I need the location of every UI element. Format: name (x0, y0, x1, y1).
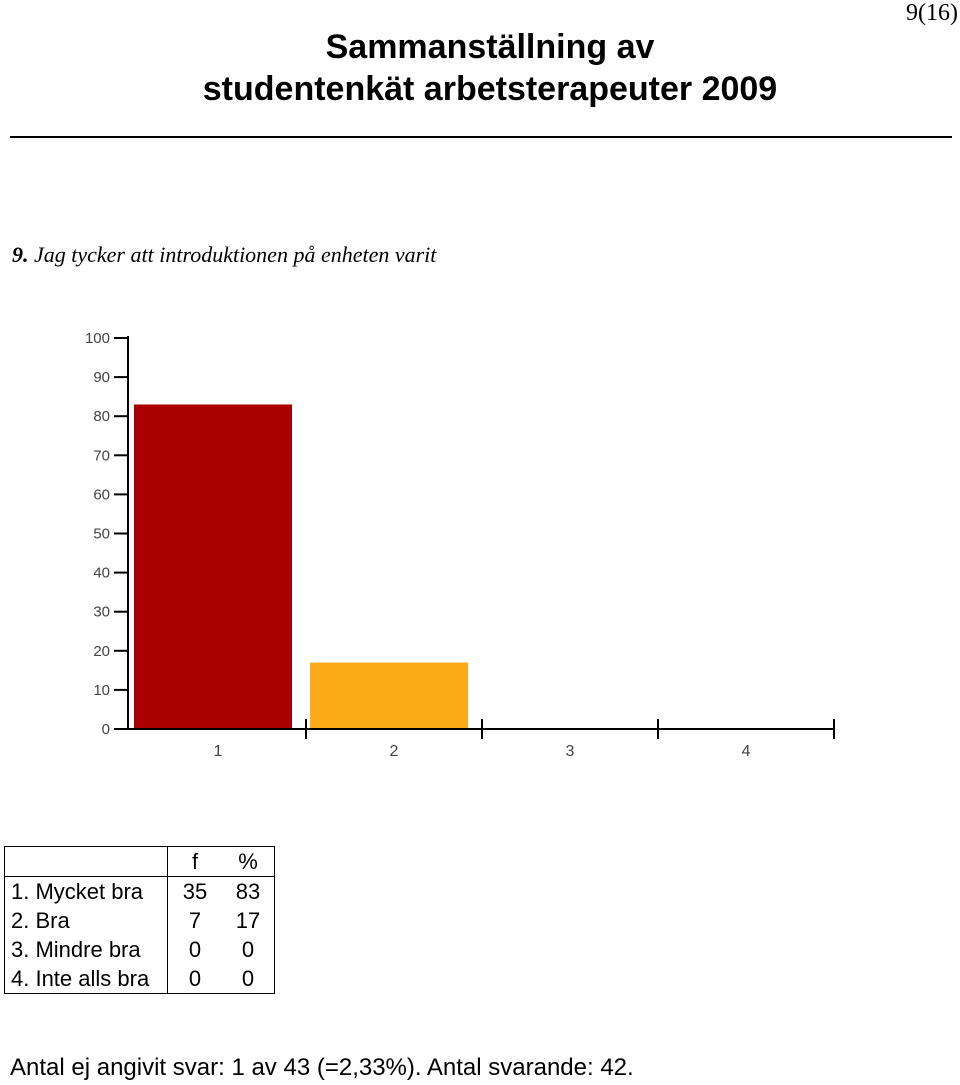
table-row (5, 964, 275, 994)
y-tick-label: 60 (93, 486, 110, 504)
row-label: 1. Mycket bra (5, 877, 168, 907)
x-tick-label: 4 (741, 743, 751, 760)
row-f: 35 (182, 879, 208, 904)
y-tick-label: 100 (84, 330, 110, 347)
row-percent: 17 (222, 906, 275, 935)
y-tick-label: 40 (93, 564, 110, 582)
row-label: 2. Bra (5, 906, 168, 935)
document-title-line-1: Sammanställning av (325, 28, 655, 66)
row-percent: 0 (222, 964, 275, 994)
row-label: 3. Mindre bra (5, 935, 168, 964)
row-f: 0 (168, 964, 223, 994)
y-tick-label: 20 (93, 642, 110, 660)
response-summary: Antal ej angivit svar: 1 av 43 (=2,33%). Antal svarande: 42. (10, 1054, 634, 1081)
table-row (5, 906, 275, 935)
x-tick-label: 1 (213, 743, 223, 760)
table-header-f: f (168, 847, 223, 877)
x-tick-label: 3 (565, 743, 575, 760)
table-header-label (5, 847, 168, 877)
table-header-row (5, 847, 275, 877)
y-tick-label: 70 (93, 447, 110, 465)
row-label: 4. Inte alls bra (5, 964, 168, 994)
question-number: 9. (12, 242, 29, 267)
y-tick-label: 90 (93, 369, 110, 387)
document-title-line-2: studentenkät arbetsterapeuter 2009 (202, 70, 778, 108)
y-tick-label: 10 (93, 681, 110, 699)
results-table (4, 846, 275, 994)
row-percent: 83 (222, 877, 275, 907)
y-tick-label: 30 (93, 603, 110, 621)
bar-2 (310, 663, 468, 729)
question-text: Jag tycker att introduktionen på enheten varit (34, 242, 437, 267)
row-percent: 0 (222, 935, 275, 964)
table-header-percent: % (222, 847, 275, 877)
bar-1 (134, 404, 292, 729)
table-row (5, 877, 275, 907)
x-tick-label: 2 (389, 743, 399, 760)
y-tick-label: 50 (93, 525, 110, 543)
row-f: 7 (188, 908, 202, 933)
row-f: 0 (188, 937, 202, 962)
page-number: 9(16) (906, 0, 958, 26)
y-tick-label: 80 (93, 408, 110, 426)
y-tick-label: 0 (101, 721, 110, 738)
table-row (5, 935, 275, 964)
